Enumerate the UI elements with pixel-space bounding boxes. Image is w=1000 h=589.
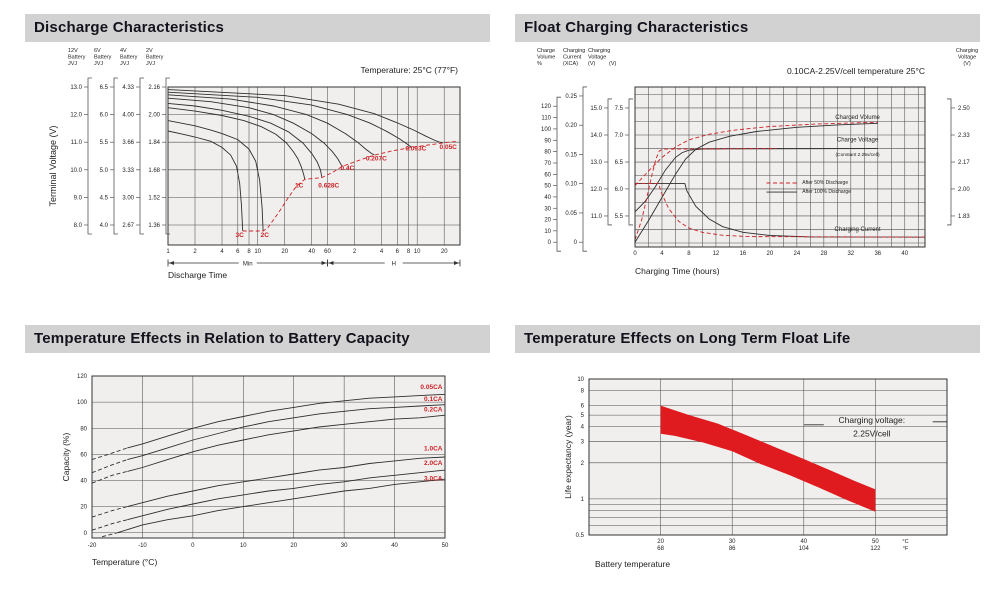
axis-tick-label: 2.67 (122, 222, 134, 229)
axis-tick-label: 11.0 (70, 140, 82, 147)
axis-tick-label: 2.00 (148, 112, 160, 119)
axis-scale-title: Current (563, 54, 582, 61)
x-tick-label: 10 (413, 249, 421, 255)
x-tick-label: 8 (247, 249, 251, 255)
axis-scale-title: Battery (94, 54, 112, 61)
panel-discharge-characteristics (25, 14, 490, 304)
axis-tick-label: 1.36 (148, 222, 160, 229)
axis-scale (947, 48, 978, 225)
annotation-2: (Constant 2.25v/cell) (835, 153, 880, 159)
x-tick-label-f: 68 (657, 546, 664, 552)
annotation-0: Charged Volume (835, 115, 880, 121)
axis-tick-label: 2.33 (958, 133, 970, 139)
y-tick-label: 40 (80, 478, 87, 485)
range-label: Min (242, 261, 253, 268)
axis-scale-title: Charge (537, 48, 556, 54)
axis-scale-line (608, 99, 612, 225)
x-tick-label: 50 (441, 543, 449, 549)
axis-tick-label: 4.0 (99, 222, 108, 229)
x-tick-label: 8 (406, 249, 411, 255)
x-tick-label: 4 (220, 249, 224, 255)
x-tick-label: 12 (712, 251, 720, 257)
x-tick-label: 20 (281, 249, 289, 255)
x-tick-label: 20 (290, 543, 298, 549)
axis-scale-line (629, 99, 633, 225)
axis-tick-label: 1.84 (148, 140, 160, 147)
range-label: H (391, 261, 396, 268)
x-tick-label: 20 (657, 539, 664, 545)
x-tick-label: 40 (308, 249, 316, 255)
y-tick-label: 80 (80, 426, 87, 433)
axis-scale-title: 12V (68, 48, 78, 54)
annotation-5: After 100% Discharge (802, 189, 851, 196)
x-tick-label: 2 (193, 249, 197, 255)
axis-tick-label: 2.17 (958, 160, 970, 167)
y-axis-label: Life expectancy (year) (563, 415, 573, 499)
axis-scale-title: Charging (955, 48, 979, 54)
axis-tick-label: 3.33 (122, 167, 134, 174)
axis-scale-title: JVJ (146, 61, 156, 67)
panel-temperature-capacity (25, 325, 490, 581)
axis-tick-label: 15.0 (590, 105, 602, 112)
axis-tick-label: 7.0 (614, 133, 623, 139)
y-tick-label: 120 (76, 374, 87, 380)
axis-scale-title: Volume (537, 54, 556, 61)
annotation-3: Charging Current (834, 227, 881, 233)
axis-scale (94, 48, 118, 234)
axis-tick-label: 2.50 (958, 105, 970, 112)
x-tick-label: 50 (872, 539, 879, 545)
chart-note: 0.10CA-2.25V/cell temperature 25°C (786, 66, 925, 76)
x-tick-label: 60 (324, 249, 331, 255)
axis-scale-title: Charging (563, 48, 586, 54)
axis-scale-title: (V) (588, 61, 596, 67)
x-axis-label: Temperature (°C) (92, 557, 158, 567)
axis-tick-label: 70 (544, 161, 551, 167)
annotation-4: After 50% Discharge (802, 180, 849, 187)
temperature-capacity-chart (25, 353, 490, 581)
x-tick-label-f: 122 (870, 546, 881, 552)
chart-note: Temperature: 25°C (77°F) (360, 65, 458, 75)
y-tick-label: 60 (80, 452, 87, 459)
axis-scale (120, 48, 144, 234)
annotation-1: 2.25V/cell (853, 428, 891, 439)
x-tick-label: 30 (340, 543, 348, 549)
axis-scale-line (88, 78, 92, 234)
axis-tick-label: 0.25 (565, 93, 577, 100)
x-tick-label: 2 (352, 249, 357, 255)
axis-scale (146, 48, 170, 234)
axis-tick-label: 13.0 (590, 160, 602, 167)
axis-tick-label: 5.5 (614, 213, 623, 220)
axis-scale-title: JVJ (68, 61, 78, 67)
axis-scale-line (583, 87, 587, 251)
axis-tick-label: 2.00 (958, 186, 970, 193)
axis-tick-label: 4.5 (99, 195, 108, 202)
section-title-float-life: Temperature Effects on Long Term Float Life (515, 325, 980, 353)
annotation-6: 0.093C (405, 145, 427, 153)
x-tick-label: 0 (191, 543, 195, 549)
axis-scale (609, 61, 633, 225)
annotation-2: 1C (295, 182, 304, 190)
axis-tick-label: 100 (540, 126, 551, 133)
y-tick-label: 2 (580, 460, 584, 467)
x-tick-label: 6 (236, 249, 240, 255)
float-charging-chart (515, 42, 980, 304)
axis-tick-label: 1.68 (148, 167, 160, 174)
x-tick-label: 36 (874, 251, 882, 257)
float-life-chart (515, 353, 980, 581)
plot-background (168, 87, 460, 245)
annotation-0: 3C (235, 232, 244, 240)
axis-tick-label: 6.0 (614, 186, 623, 193)
x-tick-label: 0 (633, 251, 637, 257)
annotation-4: 2.0CA (424, 459, 443, 467)
x-tick-label: 32 (847, 251, 855, 257)
axis-scale-line (557, 97, 561, 251)
x-tick-label: 40 (901, 251, 909, 257)
annotation-3: 0.628C (318, 182, 340, 190)
x-tick-label-f: 104 (798, 546, 809, 552)
annotation-7: 0.05C (439, 144, 457, 152)
axis-tick-label: 0.20 (565, 123, 577, 130)
x-tick-label: 1 (166, 249, 170, 255)
x-tick-label: 20 (766, 251, 774, 257)
axis-tick-label: 20 (544, 217, 551, 224)
annotation-5: 3.0CA (424, 475, 443, 483)
panel-float-life (515, 325, 980, 581)
annotation-4: 0.4C (340, 165, 355, 173)
axis-scale (537, 48, 561, 251)
axis-scale-title: 4V (120, 48, 127, 54)
axis-tick-label: 3.00 (122, 195, 134, 202)
axis-scale-title: % (537, 61, 542, 67)
axis-scale-title: 6V (94, 48, 101, 54)
annotation-5: 0.207C (365, 155, 387, 163)
axis-tick-label: 110 (541, 115, 551, 122)
y-tick-label: 0 (83, 530, 87, 537)
axis-tick-label: 13.0 (70, 85, 82, 91)
axis-tick-label: 4.00 (122, 112, 134, 119)
axis-tick-label: 6.5 (99, 85, 108, 91)
axis-scale-line (140, 78, 144, 234)
axis-tick-label: 0.15 (565, 152, 577, 159)
axis-tick-label: 4.33 (122, 85, 134, 91)
annotation-1: 0.1CA (424, 395, 443, 403)
axis-tick-label: 12.0 (70, 112, 82, 119)
axis-tick-label: 90 (544, 138, 551, 145)
axis-tick-label: 3.66 (122, 140, 134, 147)
axis-scale-line (947, 99, 951, 225)
discharge-characteristics-chart (25, 42, 490, 304)
x-unit-label: °C (902, 539, 909, 545)
y-tick-label: 1 (580, 496, 584, 503)
axis-scale-title: (V) (963, 61, 971, 67)
x-tick-label: 4 (379, 249, 384, 255)
axis-tick-label: 2.16 (148, 85, 160, 91)
axis-tick-label: 80 (544, 149, 551, 156)
plot-background (635, 87, 925, 247)
x-tick-label: 40 (391, 543, 398, 549)
axis-tick-label: 0.10 (565, 181, 577, 188)
axis-tick-label: 6.5 (614, 160, 623, 167)
y-tick-label: 0.5 (575, 533, 584, 539)
x-tick-label: 10 (239, 543, 247, 549)
axis-tick-label: 0 (547, 240, 551, 247)
x-tick-label: 40 (800, 539, 808, 545)
panel-float-charging (515, 14, 980, 304)
axis-tick-label: 60 (544, 172, 551, 179)
y-tick-label: 100 (76, 400, 87, 407)
y-axis-label: Capacity (%) (61, 432, 71, 482)
section-title-discharge: Discharge Characteristics (25, 14, 490, 42)
x-axis-label: Charging Time (hours) (635, 266, 720, 276)
axis-tick-label: 10.0 (70, 167, 82, 174)
y-tick-label: 8 (580, 388, 584, 395)
axis-scale-title: Battery (120, 54, 138, 61)
axis-scale (588, 48, 612, 225)
annotation-2: 0.2CA (424, 406, 443, 414)
range-arrow-h (328, 259, 460, 268)
section-title-float-charging: Float Charging Characteristics (515, 14, 980, 42)
x-tick-label: -20 (87, 543, 97, 549)
axis-tick-label: 0 (573, 240, 577, 247)
axis-scale-title: Voltage (957, 54, 977, 61)
axis-tick-label: 50 (544, 183, 551, 190)
y-tick-label: 4 (580, 424, 584, 431)
axis-tick-label: 12.0 (590, 186, 602, 193)
axis-tick-label: 6.0 (99, 112, 108, 119)
range-arrow-min (168, 259, 328, 268)
y-tick-label: 20 (80, 504, 87, 511)
axis-tick-label: 5.5 (99, 140, 108, 147)
x-tick-label: 20 (440, 249, 448, 255)
axis-scale-title: Battery (68, 54, 86, 61)
x-tick-label: 30 (728, 539, 736, 545)
axis-tick-label: 9.0 (73, 195, 82, 202)
axis-tick-label: 30 (544, 206, 551, 213)
axis-tick-label: 10 (544, 228, 551, 235)
axis-scale (563, 48, 587, 251)
axis-tick-label: 11.0 (590, 213, 602, 220)
y-tick-label: 3 (580, 439, 584, 446)
x-tick-label: 16 (739, 251, 747, 257)
plot-background (92, 376, 445, 538)
axis-tick-label: 0.05 (565, 210, 577, 217)
axis-scale-title: Battery (146, 54, 164, 61)
x-tick-label: 8 (687, 251, 691, 257)
axis-scale-title: 2V (146, 48, 153, 54)
axis-tick-label: 14.0 (590, 133, 602, 139)
x-tick-label: 4 (660, 251, 664, 257)
x-tick-label: 10 (254, 249, 262, 255)
annotation-3: 1.0CA (424, 445, 443, 453)
x-tick-label: -10 (138, 543, 147, 549)
x-tick-label-f: 86 (728, 546, 736, 552)
section-title-temperature-capacity: Temperature Effects in Relation to Battery Capacity (25, 325, 490, 353)
x-axis-label: Battery temperature (595, 559, 671, 569)
x-unit-label: °F (902, 546, 909, 552)
axis-scale-title: (V) (609, 61, 617, 67)
y-tick-label: 5 (580, 413, 584, 420)
axis-scale-title: Voltage (588, 54, 607, 61)
axis-scale (68, 48, 92, 234)
axis-tick-label: 5.0 (99, 167, 108, 174)
x-axis-label: Discharge Time (168, 270, 228, 280)
annotation-1: 2C (260, 232, 269, 240)
axis-tick-label: 40 (544, 194, 551, 201)
y-tick-label: 6 (580, 403, 584, 410)
annotation-1: Charge Voltage (836, 137, 879, 144)
axis-scale-line (114, 78, 118, 234)
y-axis-label: Terminal Voltage (V) (48, 125, 58, 207)
axis-scale-title: (XCA) (563, 61, 578, 67)
axis-tick-label: 120 (540, 104, 551, 111)
axis-tick-label: 8.0 (73, 222, 82, 229)
axis-scale-title: Charging (588, 48, 611, 54)
x-tick-label: 6 (395, 249, 399, 255)
y-tick-label: 10 (577, 377, 584, 383)
axis-tick-label: 1.52 (148, 195, 160, 202)
axis-scale-title: JVJ (94, 61, 104, 67)
axis-tick-label: 1.83 (958, 213, 970, 220)
x-tick-label: 24 (793, 251, 801, 257)
annotation-0: Charging voltage: (838, 414, 906, 425)
axis-tick-label: 7.5 (614, 105, 623, 112)
x-tick-label: 28 (820, 251, 828, 257)
annotation-0: 0.05CA (420, 384, 443, 392)
axis-scale-title: JVJ (120, 61, 130, 67)
